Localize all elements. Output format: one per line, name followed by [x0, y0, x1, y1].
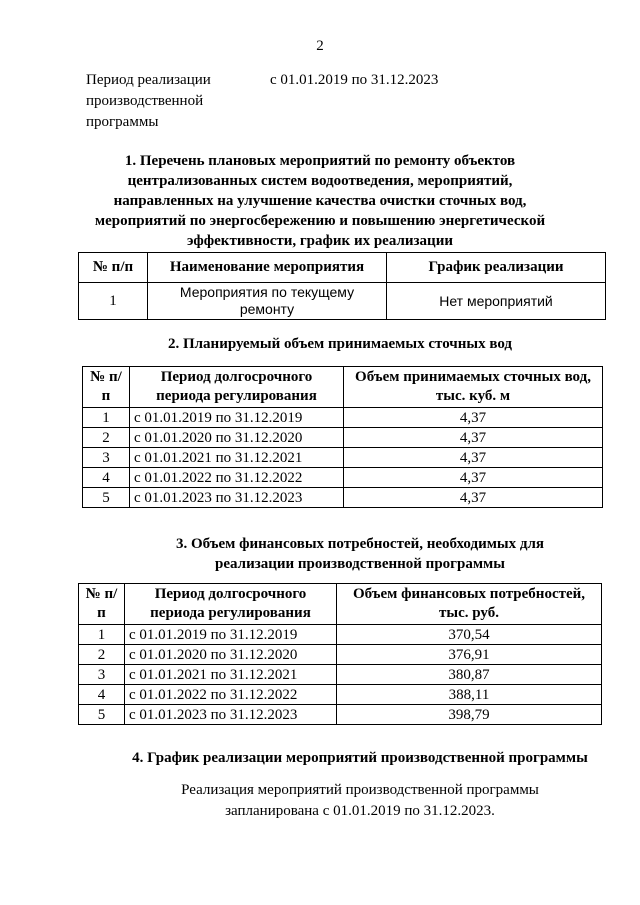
table-header-row: [79, 584, 602, 625]
row-num: 5: [79, 705, 125, 725]
table-row: [79, 665, 602, 685]
row-value: 370,54: [337, 625, 602, 645]
table-row: [79, 283, 606, 320]
table-row: [79, 705, 602, 725]
header-schedule: График реализации: [387, 253, 606, 283]
row-value: 398,79: [337, 705, 602, 725]
row-value: 4,37: [344, 428, 603, 448]
header-financial: Объем финансовых потребностей, тыс. руб.: [337, 584, 602, 625]
row-schedule: Нет мероприятий: [387, 283, 606, 320]
row-num: 4: [83, 468, 130, 488]
text-line: Реализация мероприятий производственной программы: [181, 782, 539, 798]
row-value: 4,37: [344, 448, 603, 468]
financial-needs-table: [78, 583, 602, 725]
row-num: 3: [83, 448, 130, 468]
section2-title: 2. Планируемый объем принимаемых сточных вод: [167, 336, 513, 352]
header-volume: Объем принимаемых сточных вод, тыс. куб. м: [344, 367, 603, 408]
header-num: № п/п: [79, 584, 125, 625]
row-value: 4,37: [344, 408, 603, 428]
section1-title: [60, 151, 580, 251]
page-number: 2: [316, 38, 324, 54]
row-value: 376,91: [337, 645, 602, 665]
row-period: с 01.01.2023 по 31.12.2023: [125, 705, 337, 725]
row-period: с 01.01.2020 по 31.12.2020: [130, 428, 344, 448]
row-num: 1: [79, 625, 125, 645]
title-line: мероприятий по энергосбережению и повышению энергетической: [94, 213, 546, 229]
row-period: с 01.01.2023 по 31.12.2023: [130, 488, 344, 508]
title-line: реализации производственной программы: [215, 556, 505, 572]
row-num: 1: [79, 283, 148, 320]
row-value: 388,11: [337, 685, 602, 705]
table-header-row: [79, 253, 606, 283]
program-period-value: с 01.01.2019 по 31.12.2023: [270, 72, 439, 88]
table-row: [79, 685, 602, 705]
text-line: запланирована с 01.01.2019 по 31.12.2023.: [225, 803, 495, 819]
program-period-label: [86, 70, 256, 133]
row-value: 4,37: [344, 468, 603, 488]
row-num: 1: [83, 408, 130, 428]
row-value: 4,37: [344, 488, 603, 508]
label-line: Период реализации: [86, 72, 211, 88]
section4-text: [0, 780, 640, 822]
title-line: централизованных систем водоотведения, мероприятий,: [127, 173, 513, 189]
row-period: с 01.01.2019 по 31.12.2019: [125, 625, 337, 645]
row-period: с 01.01.2022 по 31.12.2022: [125, 685, 337, 705]
wastewater-volume-table: [82, 366, 603, 508]
header-name: Наименование мероприятия: [148, 253, 387, 283]
header-num: № п/п: [79, 253, 148, 283]
row-period: с 01.01.2019 по 31.12.2019: [130, 408, 344, 428]
label-line: производственной: [86, 93, 204, 109]
row-name: Мероприятия по текущему ремонту: [148, 283, 387, 320]
row-period: с 01.01.2020 по 31.12.2020: [125, 645, 337, 665]
row-num: 5: [83, 488, 130, 508]
table-row: [83, 488, 603, 508]
header-period: Период долгосрочного периода регулирования: [125, 584, 337, 625]
events-table: [78, 252, 606, 320]
row-num: 2: [83, 428, 130, 448]
row-period: с 01.01.2022 по 31.12.2022: [130, 468, 344, 488]
title-line: направленных на улучшение качества очистки сточных вод,: [113, 193, 527, 209]
table-row: [79, 645, 602, 665]
row-num: 4: [79, 685, 125, 705]
row-value: 380,87: [337, 665, 602, 685]
section3-title: [80, 534, 640, 574]
row-period: с 01.01.2021 по 31.12.2021: [130, 448, 344, 468]
title-line: 3. Объем финансовых потребностей, необходимых для: [175, 536, 545, 552]
header-num: № п/п: [83, 367, 130, 408]
table-header-row: [83, 367, 603, 408]
header-period: Период долгосрочного периода регулирования: [130, 367, 344, 408]
table-row: [79, 625, 602, 645]
table-row: [83, 468, 603, 488]
row-num: 2: [79, 645, 125, 665]
label-line: программы: [86, 114, 159, 130]
table-row: [83, 448, 603, 468]
row-num: 3: [79, 665, 125, 685]
row-period: с 01.01.2021 по 31.12.2021: [125, 665, 337, 685]
table-row: [83, 428, 603, 448]
title-line: 1. Перечень плановых мероприятий по ремонту объектов: [124, 153, 516, 169]
section4-title: 4. График реализации мероприятий производственной программы: [132, 750, 588, 766]
table-row: [83, 408, 603, 428]
title-line: эффективности, график их реализации: [187, 233, 453, 249]
